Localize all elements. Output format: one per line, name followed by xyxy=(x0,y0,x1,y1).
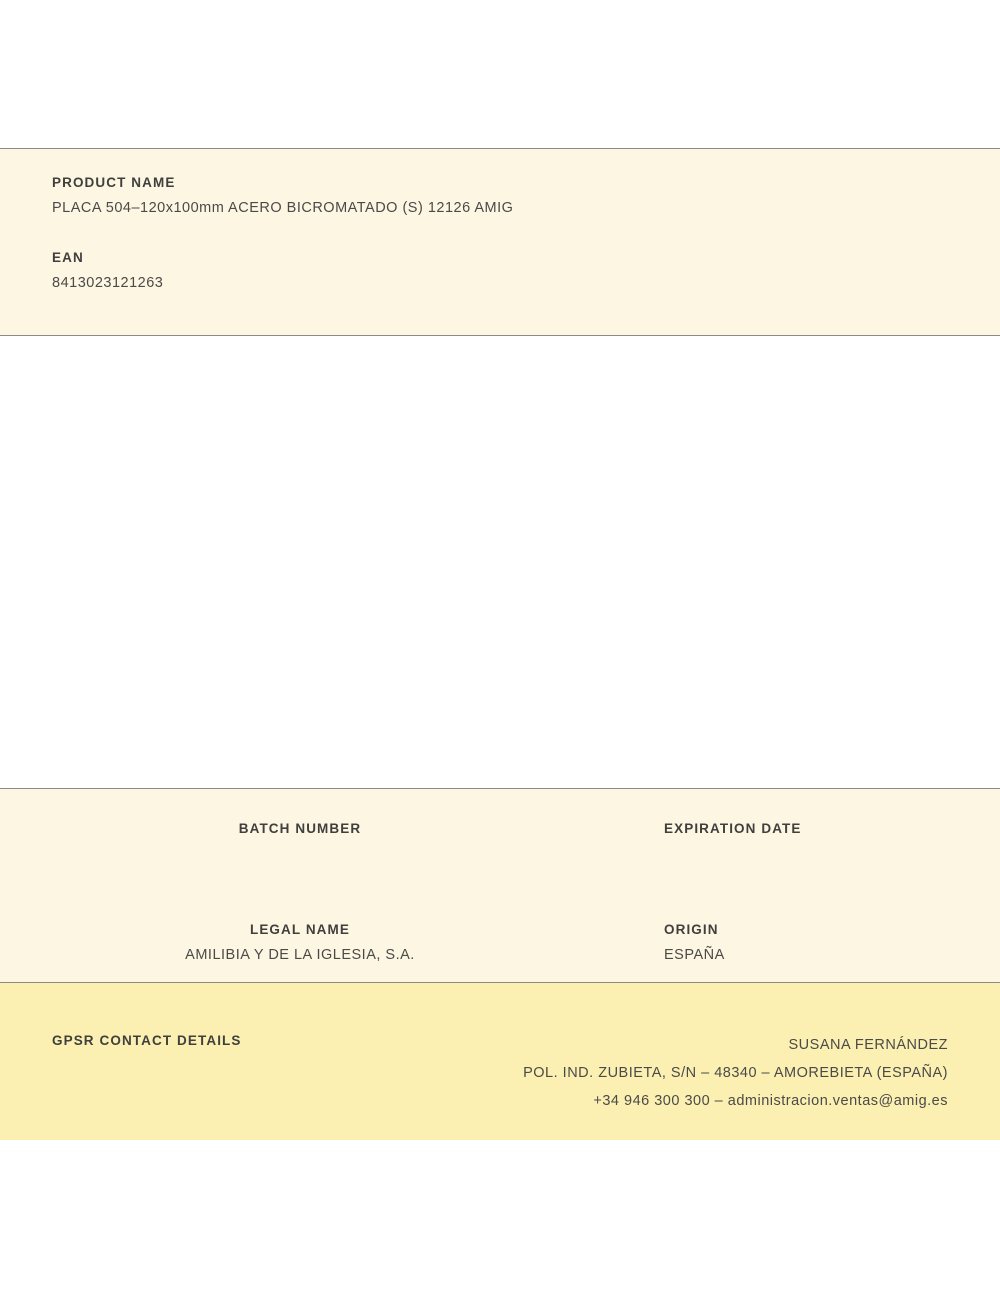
batch-expiration-row xyxy=(0,789,1000,864)
gpsr-contact-label: GPSR CONTACT DETAILS xyxy=(52,1033,242,1048)
expiration-date-value xyxy=(664,846,1000,864)
batch-number-label: BATCH NUMBER xyxy=(238,821,362,836)
legal-name-label: LEGAL NAME xyxy=(249,922,350,937)
batch-number-value xyxy=(0,846,600,864)
bottom-blank-area xyxy=(0,1140,1000,1300)
ean-label: EAN xyxy=(52,250,84,265)
ean-group xyxy=(52,250,948,291)
blank-content-area xyxy=(0,336,1000,788)
expiration-date-group xyxy=(600,821,1000,864)
gpsr-contact-address: POL. IND. ZUBIETA, S/N – 48340 – AMOREBIETA (ESPAÑA) xyxy=(523,1065,948,1081)
gpsr-contact-person: SUSANA FERNÁNDEZ xyxy=(788,1037,948,1053)
legal-name-group xyxy=(0,922,600,965)
origin-group xyxy=(600,922,1000,965)
expiration-date-label: EXPIRATION DATE xyxy=(664,821,802,836)
gpsr-contact-block xyxy=(0,983,1000,1140)
product-name-label: PRODUCT NAME xyxy=(52,175,176,190)
legal-name-value: AMILIBIA Y DE LA IGLESIA, S.A. xyxy=(185,947,415,963)
legal-origin-row xyxy=(0,864,1000,965)
origin-value: ESPAÑA xyxy=(664,947,725,963)
gpsr-contact-lines xyxy=(523,1031,948,1115)
product-name-value: PLACA 504–120x100mm ACERO BICROMATADO (S) 12126 AMIG xyxy=(52,200,514,216)
details-block xyxy=(0,788,1000,983)
gpsr-contact-phone-email: +34 946 300 300 – administracion.ventas@amig.es xyxy=(593,1093,948,1109)
ean-value: 8413023121263 xyxy=(52,275,164,291)
product-info-inner xyxy=(0,149,1000,291)
product-info-block xyxy=(0,148,1000,336)
batch-number-group xyxy=(0,821,600,864)
origin-label: ORIGIN xyxy=(664,922,719,937)
product-name-group xyxy=(52,175,948,216)
